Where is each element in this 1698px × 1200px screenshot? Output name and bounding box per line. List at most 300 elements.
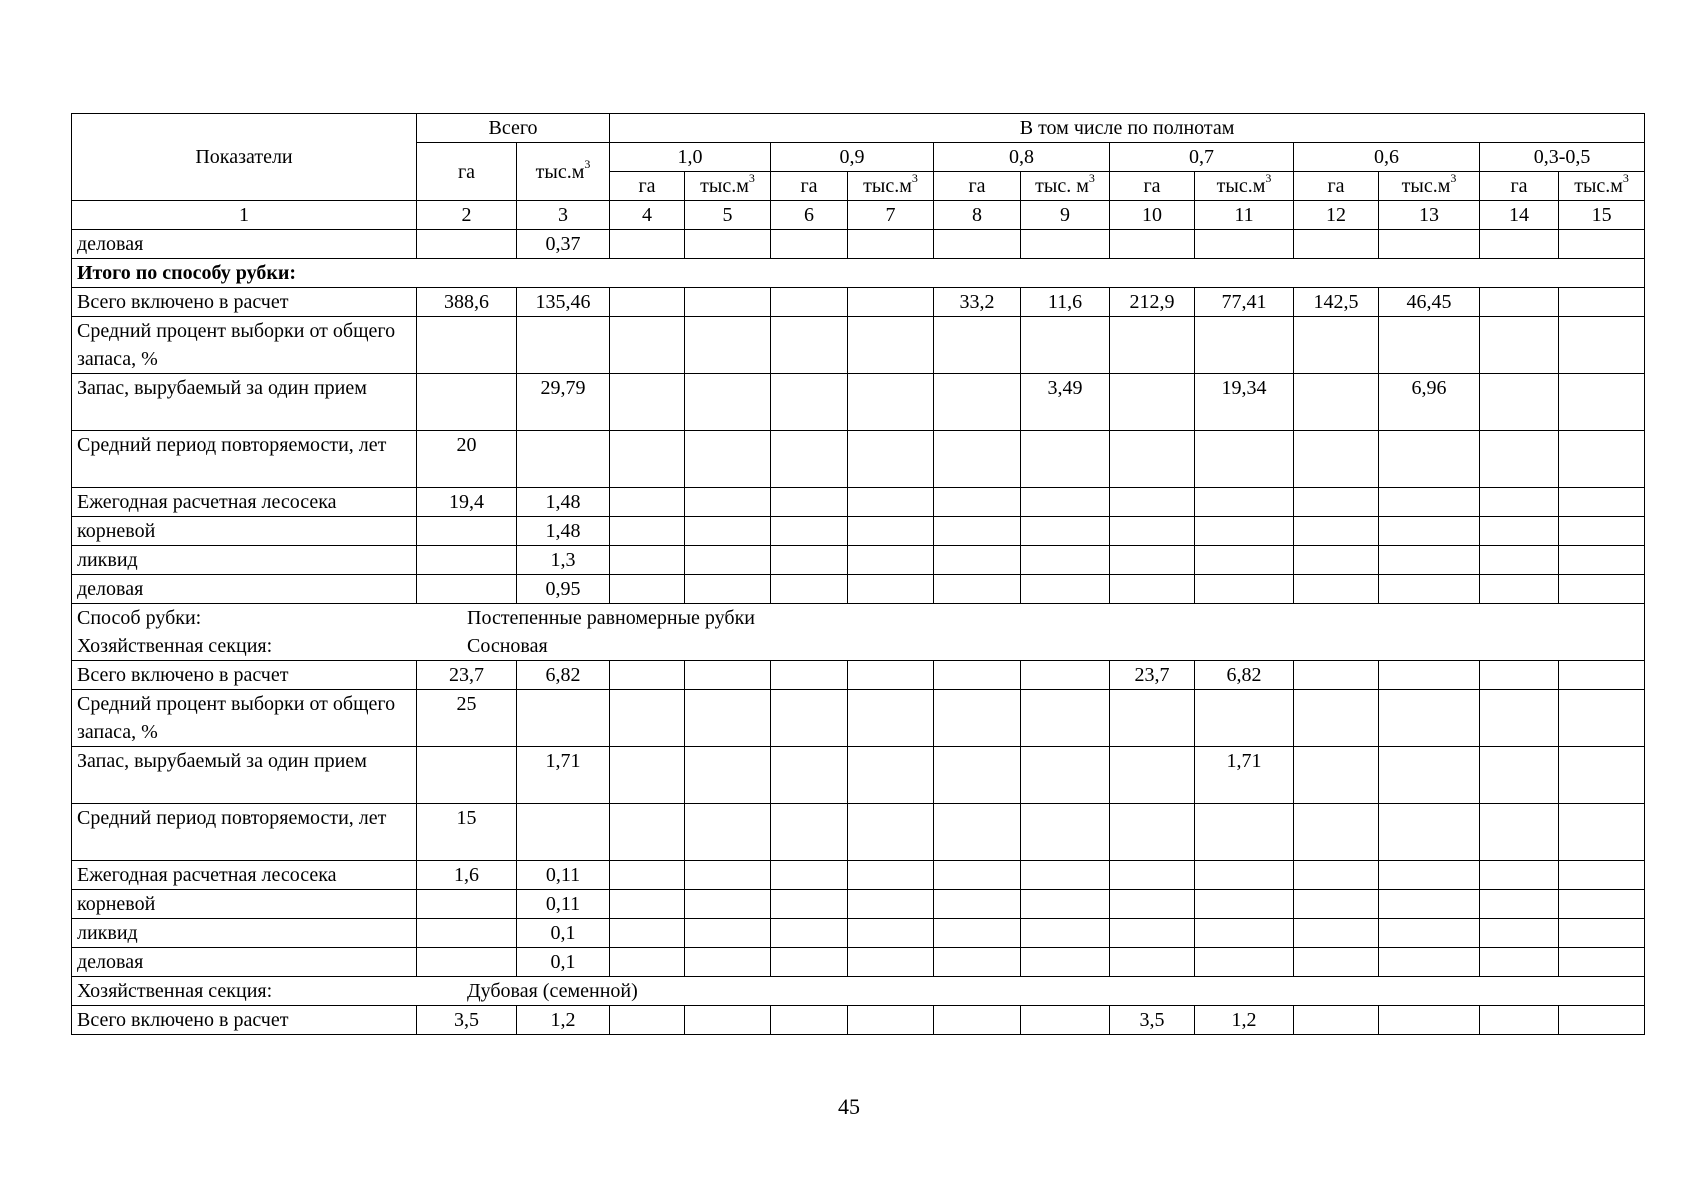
table-cell (685, 690, 771, 747)
column-number: 6 (771, 201, 848, 230)
table-cell (771, 517, 848, 546)
table-cell (771, 488, 848, 517)
table-cell (685, 431, 771, 488)
table-cell: 6,82 (1195, 661, 1294, 690)
section-info-line (77, 604, 1639, 632)
table-cell (1379, 575, 1480, 604)
table-cell (1110, 804, 1195, 861)
header-density: 0,9 (771, 143, 934, 172)
table-cell (517, 431, 610, 488)
table-cell (1480, 861, 1559, 890)
table-cell (610, 747, 685, 804)
table-cell (1559, 517, 1645, 546)
table-cell (685, 747, 771, 804)
table-cell: 1,2 (517, 1006, 610, 1035)
table-cell (1110, 747, 1195, 804)
header-thous: $тыс.м^3$ (685, 172, 771, 201)
table-row (72, 230, 1645, 259)
table-cell (934, 890, 1021, 919)
row-label: Запас, вырубаемый за один прием (72, 747, 417, 804)
table-cell (1195, 517, 1294, 546)
table-cell (1110, 230, 1195, 259)
table-cell (1379, 890, 1480, 919)
table-cell (1110, 374, 1195, 431)
section-info-row (72, 604, 1645, 661)
table-cell (1110, 431, 1195, 488)
column-number: 2 (417, 201, 517, 230)
table-cell (1021, 230, 1110, 259)
table-cell (1559, 861, 1645, 890)
column-number: 10 (1110, 201, 1195, 230)
table-cell (417, 575, 517, 604)
table-cell (1021, 517, 1110, 546)
table-cell (685, 575, 771, 604)
section-title-row (72, 259, 1645, 288)
table-cell (1195, 488, 1294, 517)
table-cell (1559, 890, 1645, 919)
row-label: Ежегодная расчетная лесосека (72, 488, 417, 517)
table-cell (1559, 288, 1645, 317)
section-info-line (77, 632, 1639, 660)
table-cell (610, 575, 685, 604)
table-cell (1559, 690, 1645, 747)
table-cell (848, 861, 934, 890)
row-label: деловая (72, 230, 417, 259)
table-cell (685, 948, 771, 977)
table-cell: 0,37 (517, 230, 610, 259)
table-cell (848, 1006, 934, 1035)
table-cell (1110, 517, 1195, 546)
table-cell: 212,9 (1110, 288, 1195, 317)
table-cell (1021, 488, 1110, 517)
table-cell (934, 488, 1021, 517)
section-info-key: Хозяйственная секция: (77, 980, 273, 1002)
table-cell: 135,46 (517, 288, 610, 317)
table-cell (934, 1006, 1021, 1035)
row-label: ликвид (72, 546, 417, 575)
table-cell (417, 948, 517, 977)
table-cell (1379, 546, 1480, 575)
table-cell (685, 661, 771, 690)
table-cell (610, 804, 685, 861)
table-cell (934, 861, 1021, 890)
section-info-value: Дубовая (семенной) (467, 980, 638, 1002)
table-cell: 23,7 (417, 661, 517, 690)
table-row (72, 919, 1645, 948)
table-cell (1379, 661, 1480, 690)
table-cell (771, 890, 848, 919)
table-cell (1480, 374, 1559, 431)
table-cell (934, 690, 1021, 747)
table-cell (934, 575, 1021, 604)
table-cell (1294, 661, 1379, 690)
column-number: 7 (848, 201, 934, 230)
table-cell (1195, 431, 1294, 488)
table-cell (517, 317, 610, 374)
table-cell (1559, 546, 1645, 575)
table-cell (1110, 317, 1195, 374)
table-cell (610, 890, 685, 919)
row-label: Всего включено в расчет (72, 661, 417, 690)
table-cell (1379, 1006, 1480, 1035)
table-row (72, 374, 1645, 431)
table-cell (1559, 374, 1645, 431)
table-cell (1294, 374, 1379, 431)
header-density: 1,0 (610, 143, 771, 172)
column-number: 4 (610, 201, 685, 230)
table-cell (610, 317, 685, 374)
section-info-key: Хозяйственная секция: (77, 635, 273, 657)
table-cell (1294, 317, 1379, 374)
table-row (72, 431, 1645, 488)
row-label: деловая (72, 575, 417, 604)
row-label: Запас, вырубаемый за один прием (72, 374, 417, 431)
table-cell (848, 230, 934, 259)
table-cell (610, 1006, 685, 1035)
table-cell (610, 488, 685, 517)
table-cell (1294, 1006, 1379, 1035)
table-cell: 1,2 (1195, 1006, 1294, 1035)
column-number: 15 (1559, 201, 1645, 230)
table-cell: 0,95 (517, 575, 610, 604)
table-cell: 1,71 (1195, 747, 1294, 804)
table-cell (417, 747, 517, 804)
table-cell (848, 661, 934, 690)
table-cell (1110, 861, 1195, 890)
table-cell (1110, 948, 1195, 977)
table-cell (1021, 546, 1110, 575)
row-label: деловая (72, 948, 417, 977)
table-cell (1021, 690, 1110, 747)
table-cell (1379, 431, 1480, 488)
table-cell (848, 546, 934, 575)
section-info-line (77, 977, 1639, 1005)
table-cell: 19,4 (417, 488, 517, 517)
table-cell (1480, 690, 1559, 747)
table-cell (1195, 546, 1294, 575)
header-thous: $тыс.м^3$ (1379, 172, 1480, 201)
table-cell (685, 919, 771, 948)
table-cell (1559, 431, 1645, 488)
table-cell (934, 317, 1021, 374)
table-cell (771, 575, 848, 604)
table-cell (1021, 948, 1110, 977)
table-cell (848, 488, 934, 517)
table-cell: 0,1 (517, 948, 610, 977)
table-cell (1294, 431, 1379, 488)
table-row (72, 890, 1645, 919)
table-cell (685, 317, 771, 374)
table-cell (934, 919, 1021, 948)
table-cell (1379, 948, 1480, 977)
table-row (72, 1006, 1645, 1035)
header-total-ha: га (417, 143, 517, 201)
table-cell (1379, 861, 1480, 890)
table-cell: 25 (417, 690, 517, 747)
table-cell (610, 861, 685, 890)
table-cell: 15 (417, 804, 517, 861)
table-cell (1294, 488, 1379, 517)
table-row (72, 546, 1645, 575)
table-cell (610, 230, 685, 259)
header-indicators: Показатели (72, 114, 417, 201)
table-cell (417, 517, 517, 546)
table-cell: 3,5 (417, 1006, 517, 1035)
table-cell (1480, 546, 1559, 575)
header-ha: га (771, 172, 848, 201)
table-cell (517, 690, 610, 747)
table-cell (685, 804, 771, 861)
section-info (72, 604, 1645, 661)
table-cell (771, 546, 848, 575)
data-table (71, 113, 1645, 1035)
table-cell: 142,5 (1294, 288, 1379, 317)
table-cell (685, 374, 771, 431)
table-row (72, 747, 1645, 804)
table-cell (771, 948, 848, 977)
table-cell (1480, 747, 1559, 804)
table-cell (771, 431, 848, 488)
column-number: 1 (72, 201, 417, 230)
table-cell (685, 517, 771, 546)
column-number: 5 (685, 201, 771, 230)
table-cell (1195, 948, 1294, 977)
section-title: Итого по способу рубки: (72, 259, 1645, 288)
table-cell (771, 919, 848, 948)
table-cell (1379, 488, 1480, 517)
table-cell (1480, 661, 1559, 690)
table-row (72, 804, 1645, 861)
table-cell: 46,45 (1379, 288, 1480, 317)
table-cell (1480, 575, 1559, 604)
table-cell: 1,3 (517, 546, 610, 575)
table-row (72, 575, 1645, 604)
table-cell (1110, 690, 1195, 747)
row-label: Средний период повторяемости, лет (72, 804, 417, 861)
row-label: Всего включено в расчет (72, 1006, 417, 1035)
table-cell (771, 747, 848, 804)
table-cell (1021, 804, 1110, 861)
table-cell: 0,11 (517, 890, 610, 919)
table-header (72, 114, 1645, 230)
table-cell (848, 288, 934, 317)
table-cell (1379, 747, 1480, 804)
table-row (72, 690, 1645, 747)
table-cell: 1,6 (417, 861, 517, 890)
table-cell (934, 546, 1021, 575)
table-cell: 388,6 (417, 288, 517, 317)
table-cell (417, 230, 517, 259)
header-ha: га (1480, 172, 1559, 201)
header-density: 0,8 (934, 143, 1110, 172)
table-cell (771, 861, 848, 890)
table-cell (934, 948, 1021, 977)
table-cell (1294, 546, 1379, 575)
header-thous: $тыс.м^3$ (1559, 172, 1645, 201)
table-cell (685, 890, 771, 919)
table-cell (1294, 230, 1379, 259)
table-cell (1379, 919, 1480, 948)
column-number-row (72, 201, 1645, 230)
table-cell (610, 661, 685, 690)
table-row (72, 661, 1645, 690)
table-cell (848, 374, 934, 431)
table-cell (848, 919, 934, 948)
table-cell (1195, 861, 1294, 890)
table-cell: 1,71 (517, 747, 610, 804)
header-thous: $тыс.м^3$ (1195, 172, 1294, 201)
row-label: Средний процент выборки от общего запаса, % (72, 317, 417, 374)
table-row (72, 861, 1645, 890)
table-cell (1559, 230, 1645, 259)
table-cell (1110, 919, 1195, 948)
table-cell (1294, 861, 1379, 890)
table-cell: 6,82 (517, 661, 610, 690)
column-number: 13 (1379, 201, 1480, 230)
table-cell (1480, 431, 1559, 488)
header-total: Всего (417, 114, 610, 143)
header-density: 0,7 (1110, 143, 1294, 172)
table-cell (1110, 575, 1195, 604)
table-cell (1294, 919, 1379, 948)
header-ha: га (1294, 172, 1379, 201)
header-thous: тыс. $м^3$ (1021, 172, 1110, 201)
table-cell (848, 690, 934, 747)
table-cell: 29,79 (517, 374, 610, 431)
table-cell (1021, 890, 1110, 919)
table-cell (1480, 230, 1559, 259)
table-cell (848, 948, 934, 977)
table-cell (771, 317, 848, 374)
table-cell (1195, 575, 1294, 604)
table-cell (1379, 517, 1480, 546)
row-label: корневой (72, 890, 417, 919)
table-cell (610, 288, 685, 317)
table-cell (934, 747, 1021, 804)
table-cell (610, 431, 685, 488)
table-cell (685, 288, 771, 317)
table-cell (1559, 919, 1645, 948)
table-cell (417, 919, 517, 948)
table-cell (685, 861, 771, 890)
table-cell: 3,5 (1110, 1006, 1195, 1035)
table-cell (1294, 948, 1379, 977)
table-cell (934, 661, 1021, 690)
table-cell (1195, 317, 1294, 374)
table-cell (934, 230, 1021, 259)
table-cell (1021, 1006, 1110, 1035)
section-info-row (72, 977, 1645, 1006)
table-cell (1379, 317, 1480, 374)
column-number: 8 (934, 201, 1021, 230)
table-cell (685, 230, 771, 259)
table-cell (1021, 661, 1110, 690)
table-cell (848, 890, 934, 919)
table-cell (1559, 804, 1645, 861)
table-cell (1195, 919, 1294, 948)
row-label: Средний процент выборки от общего запаса, % (72, 690, 417, 747)
section-info (72, 977, 1645, 1006)
table-cell: 23,7 (1110, 661, 1195, 690)
table-cell (848, 747, 934, 804)
page-number: 45 (838, 1094, 860, 1119)
table-cell: 19,34 (1195, 374, 1294, 431)
table-cell: 33,2 (934, 288, 1021, 317)
table-cell (771, 288, 848, 317)
table-cell (934, 804, 1021, 861)
table-cell (1480, 1006, 1559, 1035)
table-cell (771, 1006, 848, 1035)
table-cell (934, 431, 1021, 488)
table-cell (1559, 1006, 1645, 1035)
table-cell (1480, 517, 1559, 546)
table-cell (848, 517, 934, 546)
header-thous: $тыс.м^3$ (848, 172, 934, 201)
table-cell (1294, 517, 1379, 546)
header-ha: га (1110, 172, 1195, 201)
header-density: 0,6 (1294, 143, 1480, 172)
table-row (72, 517, 1645, 546)
table-cell (1294, 575, 1379, 604)
section-info-value: Постепенные равномерные рубки (467, 607, 755, 629)
table-row (72, 317, 1645, 374)
table-cell (771, 374, 848, 431)
column-number: 3 (517, 201, 610, 230)
table-cell (934, 374, 1021, 431)
table-cell (1379, 230, 1480, 259)
table-cell (1021, 861, 1110, 890)
header-ha: га (610, 172, 685, 201)
table-cell (1480, 948, 1559, 977)
table-cell (1559, 317, 1645, 374)
column-number: 11 (1195, 201, 1294, 230)
table-cell (1195, 690, 1294, 747)
table-cell (1559, 747, 1645, 804)
table-cell: 1,48 (517, 517, 610, 546)
table-cell (1195, 804, 1294, 861)
header-density: 0,3-0,5 (1480, 143, 1645, 172)
section-info-value: Сосновая (467, 635, 548, 657)
table-cell (1110, 488, 1195, 517)
table-cell (610, 517, 685, 546)
table-cell (1379, 804, 1480, 861)
table-cell (1559, 661, 1645, 690)
table-cell (417, 890, 517, 919)
table-cell: 11,6 (1021, 288, 1110, 317)
table-body (72, 230, 1645, 1035)
table-cell (1195, 890, 1294, 919)
row-label: Средний период повторяемости, лет (72, 431, 417, 488)
table-cell (1110, 546, 1195, 575)
header-by-density: В том числе по полнотам (610, 114, 1645, 143)
column-number: 12 (1294, 201, 1379, 230)
table-cell (1480, 919, 1559, 948)
table-cell (1021, 575, 1110, 604)
column-number: 14 (1480, 201, 1559, 230)
table-cell (610, 948, 685, 977)
table-row (72, 948, 1645, 977)
table-cell: 6,96 (1379, 374, 1480, 431)
table-cell (1021, 747, 1110, 804)
table-row (72, 488, 1645, 517)
table-cell (848, 575, 934, 604)
table-cell (1559, 488, 1645, 517)
table-cell (848, 317, 934, 374)
table-cell (1021, 431, 1110, 488)
row-label: Ежегодная расчетная лесосека (72, 861, 417, 890)
column-number: 9 (1021, 201, 1110, 230)
table-cell (517, 804, 610, 861)
